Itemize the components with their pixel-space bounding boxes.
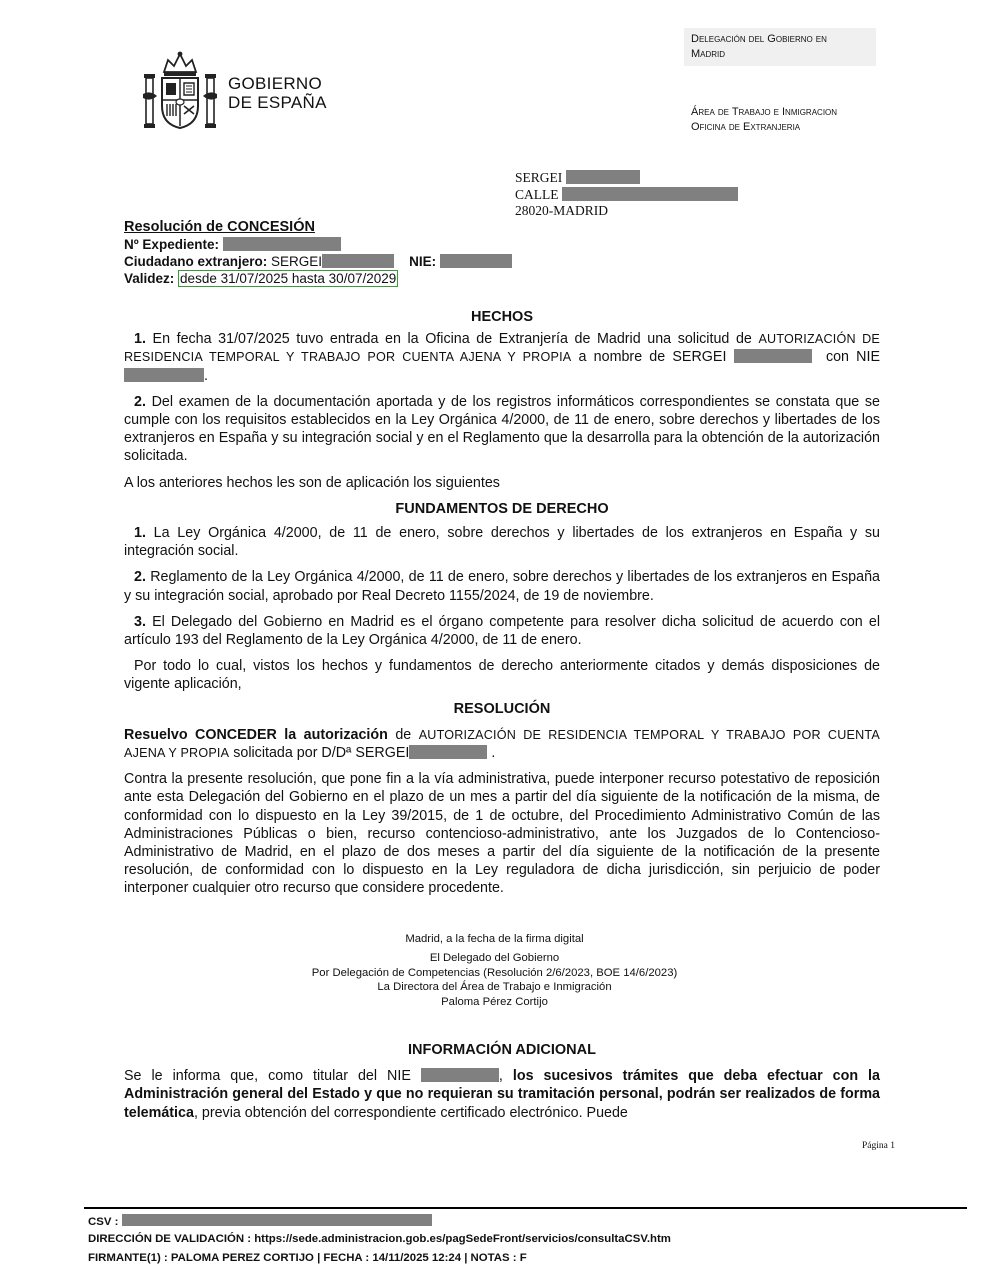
resolucion-caps: AUTORIZACIÓN DE RESIDENCIA TEMPORAL Y TRABAJO POR CUENTA AJENA Y PROPIA	[124, 727, 880, 761]
delegation-label	[691, 32, 827, 62]
resolucion-de: de	[395, 726, 412, 743]
delegation-line-1: Delegación del Gobierno en	[691, 33, 827, 45]
nie-label: NIE:	[409, 254, 437, 269]
page-number: Página 1	[862, 1141, 895, 1151]
redaction	[409, 745, 487, 759]
fundamentos-num-1: 1.	[134, 525, 146, 542]
resolucion-recurso: Contra la presente resolución, que pone fin a la vía administrativa, puede interponer recurso potestativo de reposición ante esta Delegación del Gobierno en el plazo de un mes a partir del día siguiente de la notificación de la misma, de conformidad con lo dispuesto en la Ley 39/2015, de 1 de octubre, del Procedimiento Administrativo Común de las Administraciones Públicas o bien, recurso contencioso-administrativo, ante los Juzgados de lo Contencioso-Administrativo de Madrid, en el plazo de dos meses a partir del día siguiente de la notificación de la presente resolución, de conformidad con lo dispuesto en la Ley reguladora de dicha jurisdicción, sin perjuicio de poder interponer cualquier otro recurso que considere procedente.	[124, 771, 880, 897]
redaction	[223, 237, 341, 251]
redaction	[322, 254, 394, 268]
signature-line-1: El Delegado del Gobierno	[429, 952, 560, 965]
fundamentos-f1-text: La Ley Orgánica 4/2000, de 11 de enero, sobre derechos y libertades de los extranjeros en España y su integración social.	[124, 525, 880, 560]
redaction	[124, 368, 204, 382]
info-adicional-paragraph: Se le informa que, como titular del NIE , los sucesivos trámites que deba efectuar con la Administración general del Estado y que no requieran su tramitación personal, podrán ser realizados de forma telemática, previa obtención del correspondiente certificado electrónico. Puede	[124, 1068, 880, 1121]
resolucion-paragraph: Resuelvo CONCEDER la autorización de AUTORIZACIÓN DE RESIDENCIA TEMPORAL Y TRABAJO POR CUENTA AJENA Y PROPIA solicitada por D/Dª SERGEI .	[124, 726, 880, 762]
info-text-bold: los sucesivos trámites que deba efectuar con la Administración general del Estado y que no requieran su tramitación personal, podrán ser realizados de forma telemática	[124, 1068, 880, 1121]
footer-csv	[88, 1214, 432, 1228]
recipient-address	[515, 170, 738, 220]
hechos-p1-name: SERGEI	[672, 349, 727, 366]
hechos-p1-text-c: con NIE	[825, 349, 880, 366]
fundamentos-paragraph-1	[124, 524, 880, 560]
hechos-closing: A los anteriores hechos les son de aplicación los siguientes	[124, 474, 500, 491]
info-text-a: Se le informa que, como titular del NIE	[124, 1068, 411, 1085]
resolucion-solicitada: solicitada por D/Dª SERGEI	[233, 745, 410, 762]
hechos-paragraph-1: 1. En fecha 31/07/2025 tuvo entrada en la Oficina de Extranjería de Madrid una solicitud de AUTORIZACIÓN DE RESIDENCIA TEMPORAL Y TRABAJO POR CUENTA AJENA Y PROPIA a nombre de SERGEI con NIE .	[124, 331, 880, 384]
hechos-p1-text-b: a nombre de	[578, 349, 666, 366]
fundamentos-num-3: 3.	[134, 613, 146, 630]
delegation-line-2: Madrid	[691, 48, 726, 60]
area-label	[691, 105, 837, 135]
fundamentos-paragraph-3	[124, 613, 880, 649]
hechos-paragraph-2	[124, 393, 880, 466]
hechos-title: HECHOS	[470, 309, 534, 325]
validez-value: desde 31/07/2025 hasta 30/07/2029	[180, 271, 397, 286]
address-city: 28020-MADRID	[515, 203, 608, 218]
area-line-1: Área de Trabajo e Inmigracion	[691, 106, 838, 118]
address-street: CALLE	[515, 186, 559, 202]
fundamentos-title: FUNDAMENTOS DE DERECHO	[395, 500, 609, 517]
signature-line-2: Por Delegación de Competencias (Resolución 2/6/2023, BOE 14/6/2023)	[311, 966, 678, 979]
resolucion-bold-lead: Resuelvo CONCEDER la autorización	[124, 726, 388, 743]
resolution-header	[124, 219, 512, 287]
signature-line-4: Paloma Pérez Cortijo	[441, 995, 548, 1008]
fundamentos-f3-text: El Delegado del Gobierno en Madrid es el órgano competente para resolver dicha solicitud de acuerdo con el artículo 193 del Reglamento de la Ley Orgánica 4/2000, de 11 de enero.	[124, 613, 880, 649]
hechos-p2-text: Del examen de la documentación aportada y de los registros informáticos correspondientes se constata que se cumple con los requisitos establecidos en la Ley Orgánica 4/2000, de 11 de enero, sobre derechos y libertades de los extranjeros en España y su integración social y en el Reglamento que la desarrolla para la obtención de la autorización solicitada.	[124, 393, 880, 465]
redaction	[440, 254, 512, 268]
fundamentos-closing: Por todo lo cual, vistos los hechos y fundamentos de derecho anteriormente citados y demás disposiciones de vigente aplicación,	[124, 658, 880, 693]
redaction	[566, 170, 640, 184]
hechos-num-2: 2.	[134, 393, 146, 410]
area-line-2: Oficina de Extranjeria	[691, 121, 801, 133]
logo-line-2: DE ESPAÑA	[228, 93, 327, 112]
coat-of-arms-icon	[140, 50, 220, 130]
redaction	[421, 1068, 499, 1082]
redaction	[122, 1214, 432, 1226]
footer-firmante: FIRMANTE(1) : PALOMA PEREZ CORTIJO | FECHA : 14/11/2025 12:24 | NOTAS : F	[88, 1252, 527, 1264]
hechos-num-1: 1.	[134, 331, 146, 348]
logo-line-1: GOBIERNO	[228, 74, 323, 93]
fundamentos-paragraph-2	[124, 568, 880, 604]
signature-block	[124, 932, 865, 1009]
info-text-b: , previa obtención del correspondiente certificado electrónico. Puede	[193, 1104, 628, 1121]
resolucion-title: RESOLUCIÓN	[453, 700, 551, 717]
address-name: SERGEI	[515, 170, 563, 185]
expediente-label: Nº Expediente:	[124, 237, 219, 252]
redaction	[562, 187, 738, 201]
csv-label: CSV :	[88, 1216, 119, 1228]
citizen-name: SERGEI	[271, 254, 323, 269]
hechos-p1-caps: AUTORIZACIÓN DE RESIDENCIA TEMPORAL Y TRABAJO POR CUENTA AJENA Y PROPIA	[124, 332, 880, 365]
footer-divider	[84, 1207, 967, 1209]
redaction	[734, 349, 812, 363]
document-body	[124, 308, 880, 898]
hechos-p1-text-a: En fecha 31/07/2025 tuvo entrada en la Oficina de Extranjería de Madrid una solicitud de	[152, 331, 752, 348]
signature-line-3: La Directora del Área de Trabajo e Inmigración	[377, 981, 612, 994]
info-adicional-section	[124, 1041, 880, 1122]
gobierno-logo-text	[228, 74, 327, 112]
info-adicional-title: INFORMACIÓN ADICIONAL	[408, 1042, 596, 1058]
signature-place-date: Madrid, a la fecha de la firma digital	[405, 933, 584, 945]
resolution-title: Resolución de CONCESIÓN	[124, 219, 315, 235]
citizen-label: Ciudadano extranjero:	[124, 254, 268, 269]
footer-direccion: DIRECCIÓN DE VALIDACIÓN : https://sede.administracion.gob.es/pagSedeFront/servicios/consultaCSV.htm	[88, 1233, 671, 1245]
fundamentos-num-2: 2.	[134, 569, 146, 586]
fundamentos-f2-text: Reglamento de la Ley Orgánica 4/2000, de 11 de enero, sobre derechos y libertades de los extranjeros en España y su integración social, aprobado por Real Decreto 1155/2024, de 19 de noviembre.	[124, 569, 880, 604]
validez-label: Validez:	[124, 271, 175, 286]
